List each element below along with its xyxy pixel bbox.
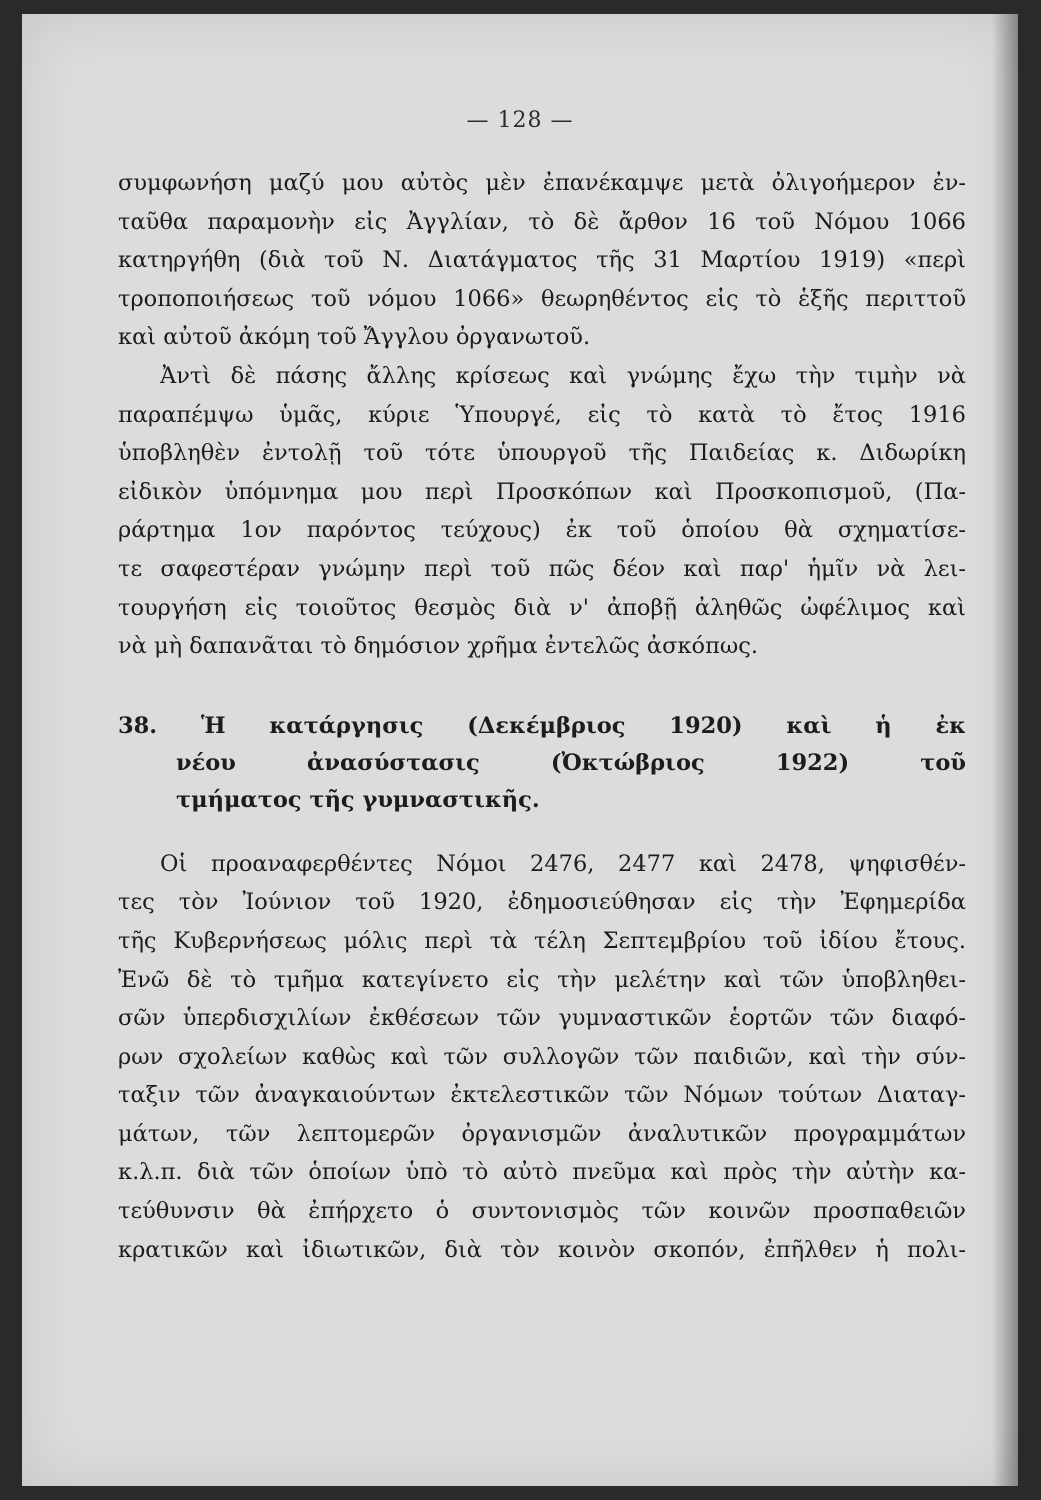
book-page <box>22 14 1018 1486</box>
text-line: ταξιν τῶν ἀναγκαιούντων ἐκτελεστικῶν τῶν Νόμων τούτων Διαταγ- <box>118 1082 966 1109</box>
section-heading <box>118 708 966 819</box>
heading-line: νέου ἀνασύστασις (Ὀκτώβριος 1922) τοῦ <box>176 749 966 776</box>
page-number: — 128 — <box>466 108 574 133</box>
text-line: ράρτημα 1ον παρόντος τεύχους) ἐκ τοῦ ὁποίου θὰ σχηματίσε- <box>118 517 966 544</box>
text-line: παραπέμψω ὑμᾶς, κύριε Ὑπουργέ, εἰς τὸ κατὰ τὸ ἔτος 1916 <box>118 401 966 428</box>
text-line: Ἀντὶ δὲ πάσης ἄλλης κρίσεως καὶ γνώμης ἔχω τὴν τιμὴν νὰ <box>160 362 966 389</box>
text-line: Οἱ προαναφερθέντες Νόμοι 2476, 2477 καὶ 2478, ψηφισθέν- <box>160 850 966 877</box>
text-line: ταῦθα παραμονὴν εἰς Ἀγγλίαν, τὸ δὲ ἄρθον 16 τοῦ Νόμου 1066 <box>118 208 966 235</box>
text-line: καὶ αὐτοῦ ἀκόμη τοῦ Ἄγγλου ὀργανωτοῦ. <box>118 324 591 351</box>
text-line: συμφωνήση μαζύ μου αὐτὸς μὲν ἐπανέκαμψε μετὰ ὀλιγοήμερον ἐν- <box>118 170 966 196</box>
text-line: μάτων, τῶν λεπτομερῶν ὀργανισμῶν ἀναλυτικῶν προγραμμάτων <box>118 1120 966 1147</box>
text-line: τεύθυνσιν θὰ ἐπήρχετο ὁ συντονισμὸς τῶν κοινῶν προσπαθειῶν <box>118 1198 966 1225</box>
text-line: τῆς Κυβερνήσεως μόλις περὶ τὰ τέλη Σεπτεμβρίου τοῦ ἰδίου ἔτους. <box>118 927 966 954</box>
text-line: νὰ μὴ δαπανᾶται τὸ δημόσιον χρῆμα ἐντελῶς ἀσκόπως. <box>118 633 758 660</box>
text-line: κατηργήθη (διὰ τοῦ Ν. Διατάγματος τῆς 31 Μαρτίου 1919) «περὶ <box>118 247 966 274</box>
text-line: τροποποιήσεως τοῦ νόμου 1066» θεωρηθέντος εἰς τὸ ἑξῆς περιττοῦ <box>118 285 966 312</box>
paragraph-1 <box>118 164 966 357</box>
text-line: τουργήση εἰς τοιοῦτος θεσμὸς διὰ ν' ἀποβῇ ἀληθῶς ὠφέλιμος καὶ <box>118 594 966 621</box>
text-line: Ἐνῶ δὲ τὸ τμῆμα κατεγίνετο εἰς τὴν μελέτην καὶ τῶν ὑποβληθει- <box>118 966 966 993</box>
text-line: κ.λ.π. διὰ τῶν ὁποίων ὑπὸ τὸ αὐτὸ πνεῦμα καὶ πρὸς τὴν αὐτὴν κα- <box>118 1159 966 1186</box>
text-line: τες τὸν Ἰούνιον τοῦ 1920, ἐδημοσιεύθησαν εἰς τὴν Ἐφημερίδα <box>118 889 966 916</box>
text-line: ὑποβληθὲν ἐντολῇ τοῦ τότε ὑπουργοῦ τῆς Παιδείας κ. Διδωρίκη <box>118 440 966 467</box>
paragraph-3 <box>118 845 966 1270</box>
page-body <box>118 164 966 1269</box>
text-line: κρατικῶν καὶ ἰδιωτικῶν, διὰ τὸν κοινὸν σκοπόν, ἐπῆλθεν ἡ πολι- <box>118 1236 966 1263</box>
heading-line: 38. Ἡ κατάργησις (Δεκέμβριος 1920) καὶ ἡ ἐκ <box>118 712 966 739</box>
paragraph-2 <box>118 357 966 666</box>
text-line: ρων σχολείων καθὼς καὶ τῶν συλλογῶν τῶν παιδιῶν, καὶ τὴν σύν- <box>118 1043 966 1070</box>
page-spine-shadow <box>992 14 1018 1486</box>
text-line: τε σαφεστέραν γνώμην περὶ τοῦ πῶς δέον καὶ παρ' ἡμῖν νὰ λει- <box>118 555 966 582</box>
text-line: εἰδικὸν ὑπόμνημα μου περὶ Προσκόπων καὶ Προσκοπισμοῦ, (Πα- <box>118 478 966 505</box>
text-line: σῶν ὑπερδισχιλίων ἐκθέσεων τῶν γυμναστικῶν ἑορτῶν τῶν διαφό- <box>118 1005 966 1032</box>
heading-line: τμήματος τῆς γυμναστικῆς. <box>176 786 540 813</box>
